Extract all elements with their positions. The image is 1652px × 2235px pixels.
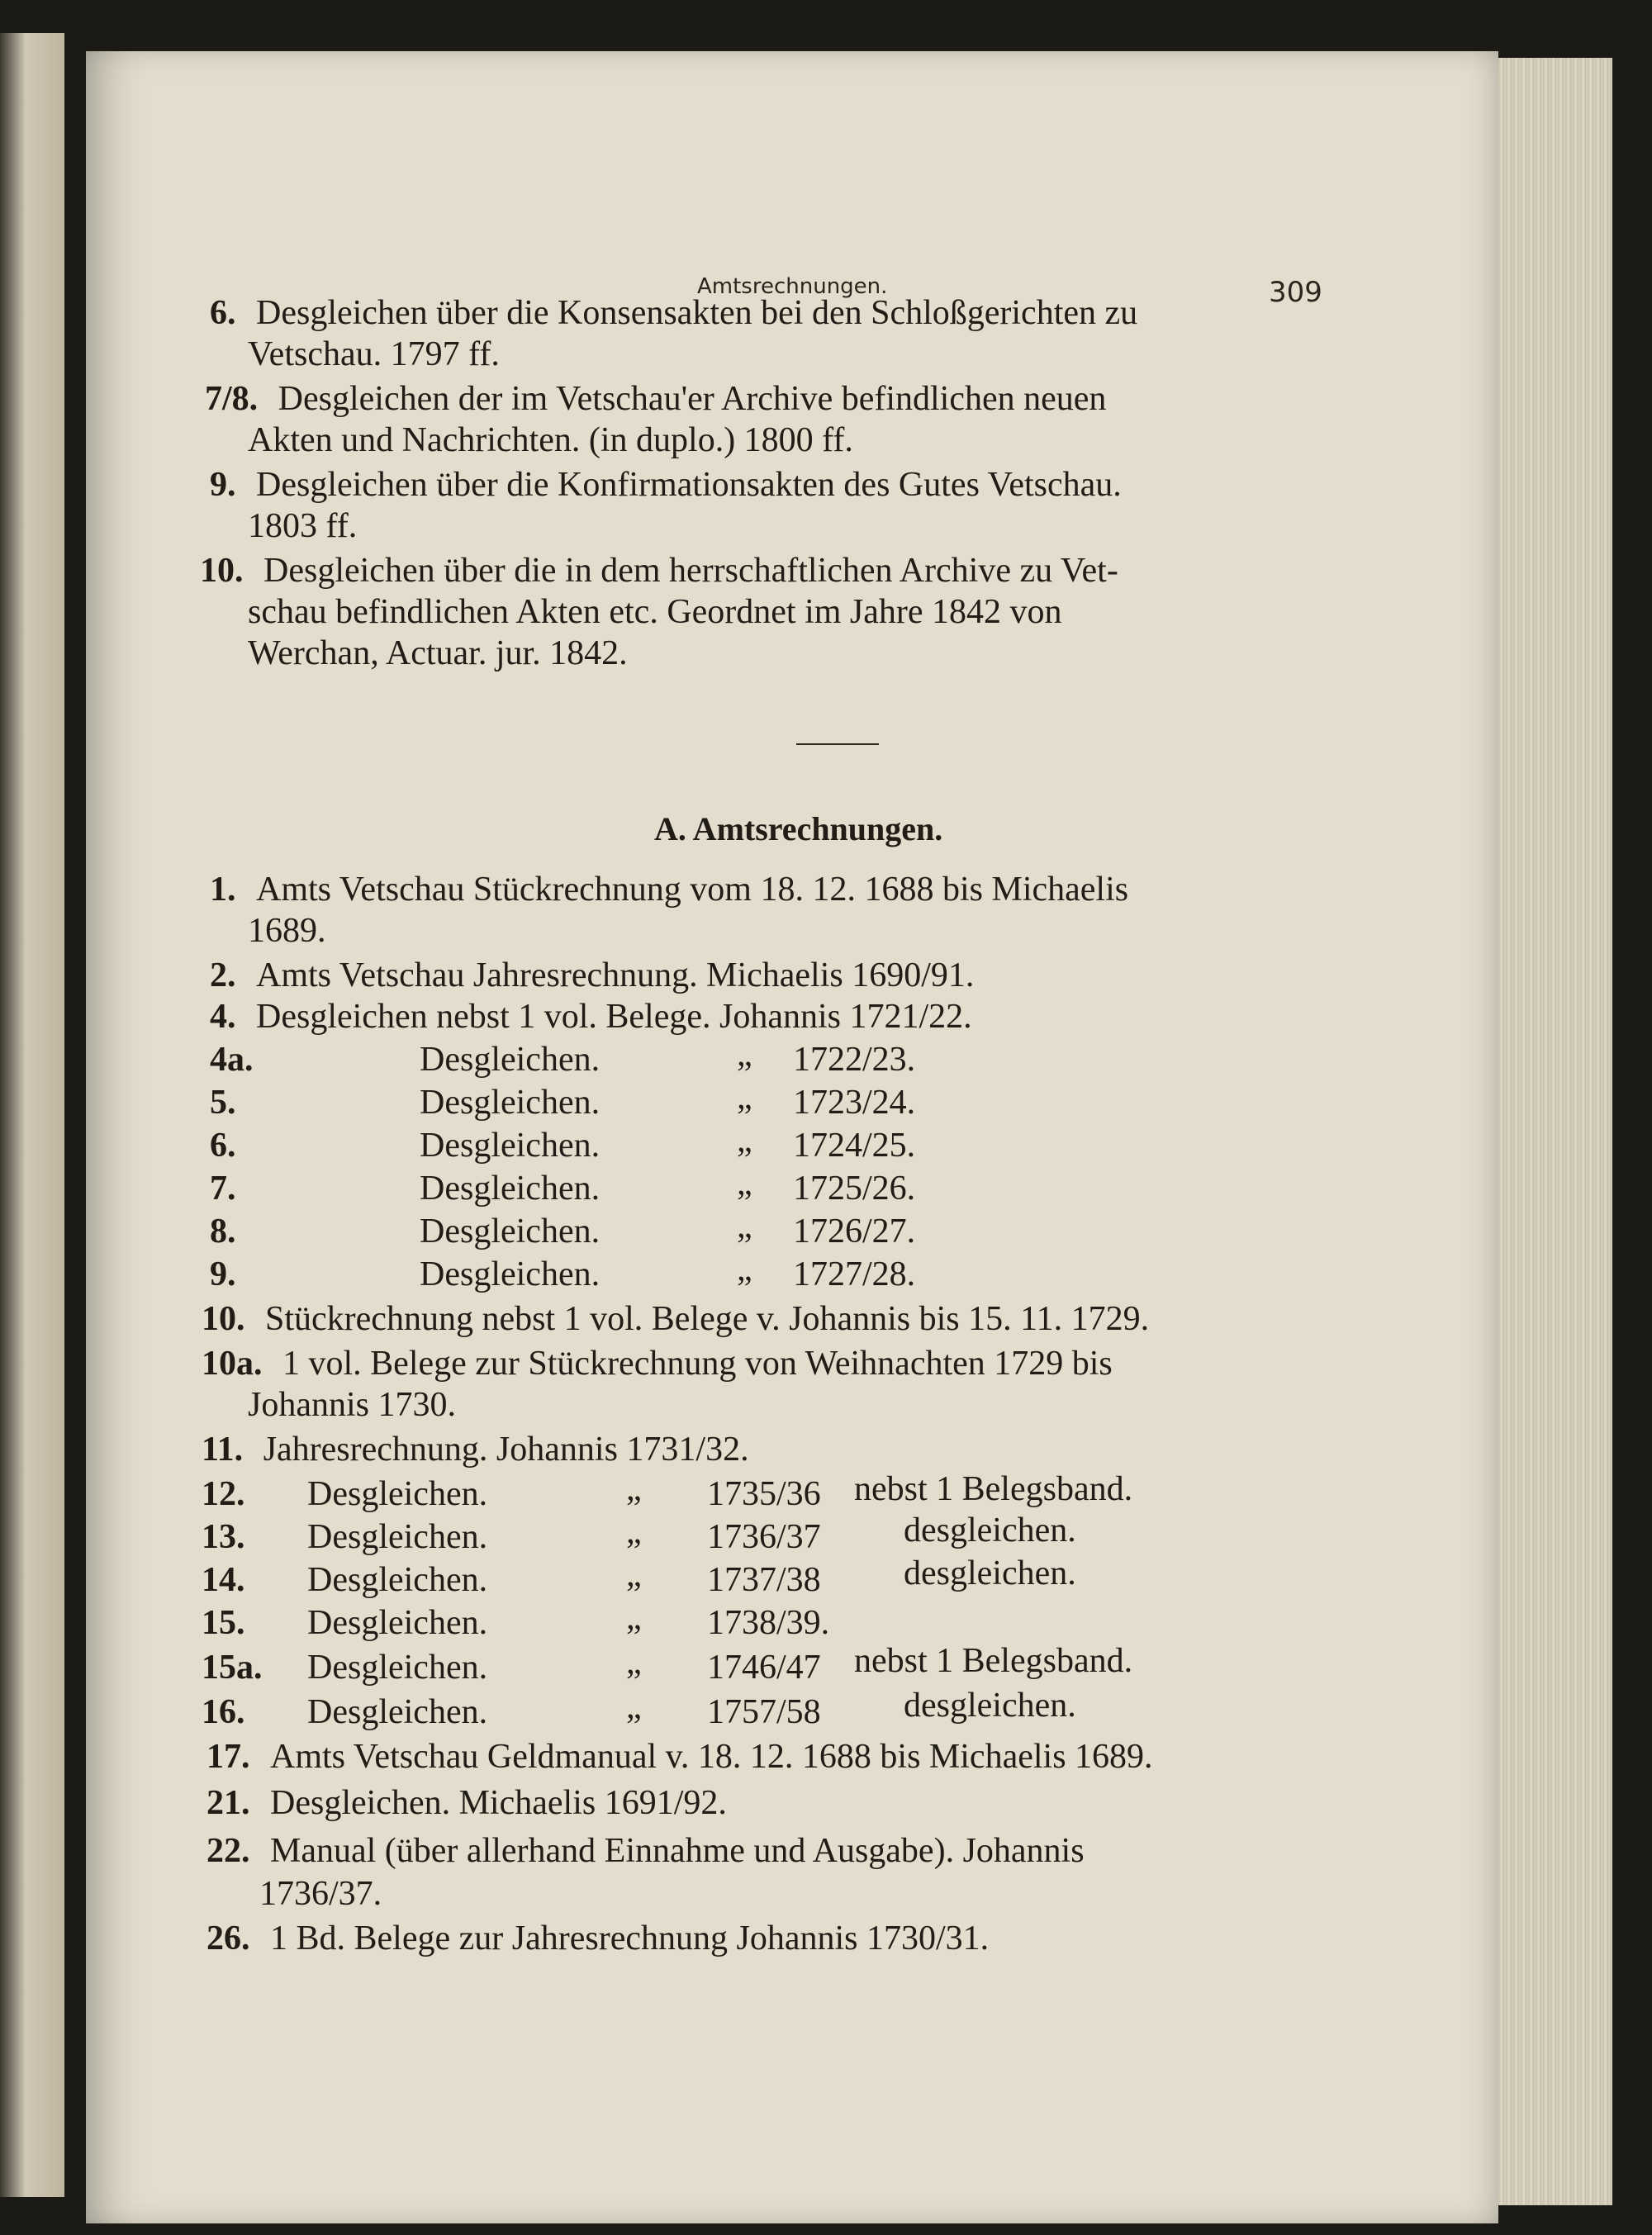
entry-11 [202,1429,749,1470]
entry-number: 26. [206,1919,250,1957]
entry-9 [210,464,1122,505]
entry-number: 4a. [210,1041,254,1079]
entry-text: Vetschau. 1797 ff. [248,335,500,373]
entry-number: 15a. [202,1649,263,1687]
ditto-text: Desgleichen. [420,1041,601,1079]
ditto-mark: „ [626,1644,642,1682]
entry-number: 5. [210,1084,236,1122]
entry-text: Amts Vetschau Jahresrechnung. Michaelis 1690/91. [256,956,975,994]
ditto-text: Desgleichen. [307,1561,488,1599]
entry-4 [210,996,972,1037]
entry-text: 1 vol. Belege zur Stückrechnung von Weihnachten 1729 bis [282,1345,1113,1383]
ditto-mark: „ [737,1122,752,1160]
ditto-mark: „ [737,1079,752,1117]
entry-number: 22. [206,1832,250,1870]
ditto-row [202,1692,245,1733]
ditto-mark: „ [626,1688,642,1726]
entry-text: Johannis 1730. [248,1386,456,1424]
ditto-year: 1746/47 [707,1649,821,1687]
ditto-text: Desgleichen. [420,1170,601,1208]
entry-number: 17. [206,1738,250,1776]
ditto-year: 1736/37 [707,1518,821,1556]
entry-number: 13. [202,1518,245,1556]
entry-7-8-cont [248,420,853,461]
ditto-text: Desgleichen. [307,1649,488,1687]
ditto-text: Desgleichen. [307,1518,488,1556]
entry-number: 6. [210,294,236,332]
entry-text: 1803 ff. [248,507,358,545]
entry-text: Stückrechnung nebst 1 vol. Belege v. Johannis bis 15. 11. 1729. [265,1300,1150,1338]
entry-text: Werchan, Actuar. jur. 1842. [248,634,628,672]
ditto-mark: „ [626,1470,642,1508]
entry-10b [202,1298,1149,1340]
entry-text: Akten und Nachrichten. (in duplo.) 1800 ff. [248,421,853,459]
ditto-year: 1757/58 [707,1693,821,1731]
entry-number: 14. [202,1561,245,1599]
ditto-text: Desgleichen. [307,1693,488,1731]
running-head: Amtsrechnungen. [697,274,888,299]
ditto-mark: „ [737,1208,752,1246]
entry-text: Desgleichen nebst 1 vol. Belege. Johannis 1721/22. [256,998,972,1036]
section-title: A. Amtsrechnungen. [654,810,943,847]
ditto-row [210,1211,236,1252]
entry-number: 15. [202,1604,245,1642]
ditto-text: Desgleichen. [420,1127,601,1165]
ditto-text: Desgleichen. [420,1084,601,1122]
entry-text: Jahresrechnung. Johannis 1731/32. [263,1431,749,1469]
entry-number: 10. [200,552,244,590]
entry-number: 9. [210,1255,236,1293]
ditto-mark: „ [626,1513,642,1551]
entry-10-cont-2 [248,633,628,674]
entry-text: Manual (über allerhand Einnahme und Ausgabe). Johannis [270,1832,1085,1870]
entry-26 [206,1918,989,1959]
entry-number: 10. [202,1300,245,1338]
entry-22-cont [259,1873,382,1915]
book-page [86,51,1498,2223]
entry-text: Desgleichen über die Konsensakten bei den Schloßgerichten zu [256,294,1138,332]
entry-10a [202,1343,1113,1384]
ditto-text: Desgleichen. [307,1475,488,1513]
entry-text: 1689. [248,912,326,950]
ditto-year: 1735/36 [707,1475,821,1513]
ditto-row [210,1168,236,1209]
ditto-row [202,1473,245,1515]
ditto-text: Desgleichen. [307,1604,488,1642]
entry-6 [210,292,1137,334]
entry-7-8 [205,378,1106,420]
ditto-year: 1738/39. [707,1604,830,1642]
ditto-row [210,1039,254,1080]
ditto-mark: „ [626,1556,642,1594]
entry-text: Desgleichen. Michaelis 1691/92. [270,1784,727,1822]
ditto-row [210,1125,236,1166]
ditto-row [202,1559,245,1601]
ditto-note: desgleichen. [904,1687,1076,1725]
ditto-year: 1722/23. [793,1041,916,1079]
entry-number: 9. [210,466,236,504]
entry-2 [210,955,974,996]
entry-10-cont-1 [248,591,1062,633]
entry-17 [206,1736,1153,1777]
entry-9-cont [248,505,357,547]
facing-page-edge [0,33,64,2197]
ditto-year: 1727/28. [793,1255,916,1293]
entry-number: 21. [206,1784,250,1822]
ditto-year: 1723/24. [793,1084,916,1122]
ditto-year: 1725/26. [793,1170,916,1208]
entry-text: schau befindlichen Akten etc. Geordnet im Jahre 1842 von [248,593,1062,631]
entry-text: 1 Bd. Belege zur Jahresrechnung Johannis 1730/31. [270,1919,990,1957]
entry-1-cont [248,910,326,951]
entry-text: Amts Vetschau Stückrechnung vom 18. 12. 1688 bis Michaelis [256,871,1129,909]
entry-number: 8. [210,1212,236,1250]
ditto-mark: „ [737,1165,752,1203]
ditto-row [202,1647,263,1688]
entry-1 [210,869,1128,910]
entry-number: 7. [210,1170,236,1208]
entry-6-cont [248,334,500,375]
entry-number: 1. [210,871,236,909]
ditto-mark: „ [737,1250,752,1288]
section-divider [796,743,879,745]
entry-text: 1736/37. [259,1875,382,1913]
entry-21 [206,1782,727,1824]
entry-10 [200,550,1118,591]
entry-text: Desgleichen der im Vetschau'er Archive befindlichen neuen [278,380,1107,418]
entry-number: 12. [202,1475,245,1513]
entry-number: 11. [202,1431,244,1469]
ditto-year: 1737/38 [707,1561,821,1599]
ditto-note: nebst 1 Belegsband. [854,1642,1133,1680]
ditto-note: nebst 1 Belegsband. [854,1470,1133,1508]
page-block-edges [1497,58,1612,2205]
entry-text: Amts Vetschau Geldmanual v. 18. 12. 1688 bis Michaelis 1689. [270,1738,1153,1776]
entry-10a-cont [248,1384,456,1426]
ditto-text: Desgleichen. [420,1255,601,1293]
entry-number: 7/8. [205,380,259,418]
entry-number: 10a. [202,1345,263,1383]
ditto-year: 1724/25. [793,1127,916,1165]
ditto-text: Desgleichen. [420,1212,601,1250]
entry-number: 4. [210,998,236,1036]
ditto-row [202,1602,245,1644]
ditto-mark: „ [737,1036,752,1074]
ditto-note: desgleichen. [904,1554,1076,1592]
page-number: 309 [1269,276,1322,309]
entry-number: 16. [202,1693,245,1731]
ditto-year: 1726/27. [793,1212,916,1250]
entry-text: Desgleichen über die in dem herrschaftlichen Archive zu Vet- [263,552,1118,590]
entry-number: 2. [210,956,236,994]
entry-text: Desgleichen über die Konfirmationsakten des Gutes Vetschau. [256,466,1122,504]
ditto-row [210,1254,236,1295]
ditto-mark: „ [626,1599,642,1637]
entry-22 [206,1830,1085,1872]
ditto-note: desgleichen. [904,1511,1076,1549]
entry-number: 6. [210,1127,236,1165]
ditto-row [210,1082,236,1123]
ditto-row [202,1516,245,1558]
